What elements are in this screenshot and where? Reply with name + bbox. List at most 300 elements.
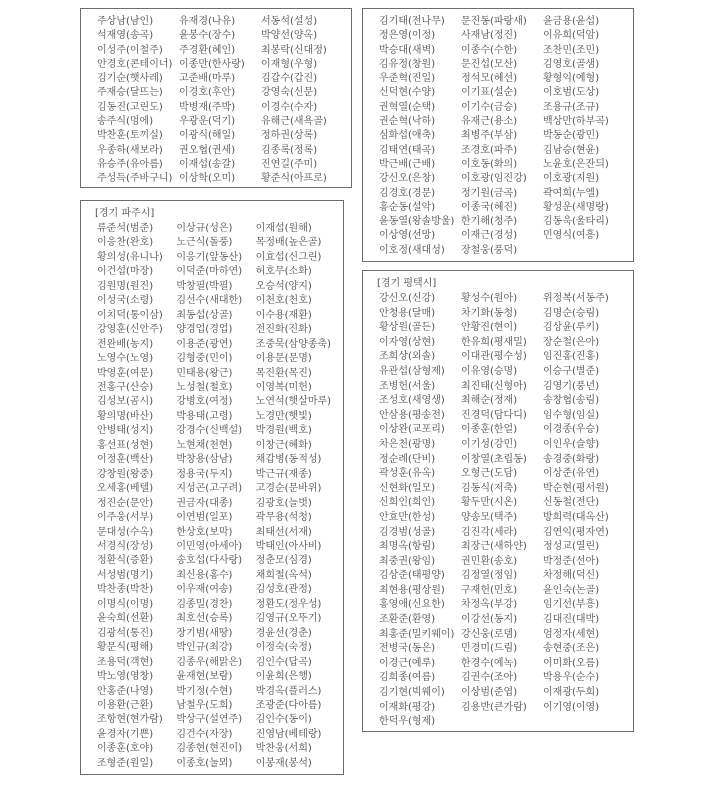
name-entry: 황의명(바산) [97, 410, 154, 422]
name-entry: 최명옥(항림) [379, 541, 436, 553]
name-entry: 이미화(오름) [543, 657, 600, 669]
name-entry: 민태용(왕근) [176, 367, 233, 379]
name-entry: 정용국(두지) [176, 468, 233, 480]
name-entry: 송호섭(다사랑) [176, 555, 243, 567]
name-entry: 박승대(새벽) [379, 44, 436, 56]
name-entry: 윤숙희(선환) [97, 613, 154, 625]
name-entry: 이용준(광연) [176, 338, 233, 350]
name-entry: 한유희(평새밀) [461, 336, 527, 348]
name-entry: 차은천(광명) [379, 438, 436, 450]
name-entry: 안병태(성지) [97, 425, 154, 437]
name-entry: 차정옥(부강) [461, 599, 518, 611]
name-entry: 안삼용(평송전) [379, 409, 445, 421]
name-entry: 신현화(일모) [379, 482, 436, 494]
name-column-3 [261, 15, 343, 187]
name-column-2 [461, 292, 543, 730]
name-entry: 정기원(금곡) [461, 187, 518, 199]
name-entry: 김갑수(갑진) [261, 73, 318, 85]
name-entry: 위정복(서동주) [543, 293, 609, 304]
name-entry: 이용문(문명) [255, 353, 312, 365]
name-entry: 곽무용(석청) [255, 512, 312, 524]
name-entry: 조중묵(삼양종축) [255, 338, 332, 350]
name-entry: 전완배(농지) [97, 338, 154, 350]
name-entry: 유재근(용소) [461, 116, 518, 128]
name-entry: 민영식(여흥) [543, 230, 600, 242]
name-entry: 이유희(덕암) [543, 30, 600, 42]
name-entry: 조경호(파주) [461, 144, 518, 156]
name-entry: 강병호(여정) [176, 396, 233, 408]
name-entry: 조용규(조규) [543, 101, 600, 113]
name-entry: 주상남(남인) [97, 16, 154, 27]
name-entry: 김명순(승림) [543, 307, 600, 319]
name-entry: 문진동(파랑새) [461, 16, 527, 27]
name-entry: 김태연(태곡) [379, 144, 436, 156]
name-entry: 유재경(나유) [179, 16, 236, 27]
name-entry: 안황진(현이) [461, 322, 518, 334]
name-entry: 정환도(정우성) [255, 598, 322, 610]
name-entry: 황문식(평해) [97, 642, 154, 654]
name-entry: 박용태(고령) [176, 410, 233, 422]
name-entry: 박인규(최강) [176, 642, 233, 654]
name-entry: 정하권(상록) [261, 130, 318, 142]
name-entry: 이경호(후안) [179, 87, 236, 99]
name-entry: 심화섭(애축) [379, 130, 436, 142]
name-entry: 백상만(하부곡) [543, 116, 609, 128]
name-entry: 노경만(햇빛) [255, 410, 312, 422]
name-entry: 김기태(전나무) [379, 16, 445, 27]
name-entry: 신희인(희인) [379, 497, 436, 509]
region-label-pyeongtaek: [경기 평택시] [377, 278, 437, 289]
name-entry: 김경호(경문) [379, 187, 436, 199]
name-entry: 김기현(빅웨이) [379, 687, 445, 699]
name-entry: 서동석(설성) [261, 16, 318, 27]
name-entry: 양경업(경업) [176, 324, 233, 336]
name-entry: 차정해(덕신) [543, 570, 600, 582]
name-entry: 한덕우(형제) [379, 716, 436, 728]
name-entry: 이상범(준엽) [461, 687, 518, 699]
name-entry: 김권수(조아) [461, 672, 518, 684]
name-entry: 윤인숙(논골) [543, 584, 600, 596]
name-entry: 홍영애(신요한) [379, 599, 445, 611]
name-entry: 이창근(혜화) [255, 439, 312, 451]
name-entry: 이수용(재환) [255, 309, 312, 321]
name-column-1 [97, 222, 176, 771]
name-entry: 조형준(원일) [97, 757, 154, 769]
name-entry: 이종국(혜진) [461, 201, 518, 213]
name-entry: 이유영(승명) [461, 365, 518, 377]
name-entry: 이호광(지원) [543, 173, 600, 185]
name-entry: 임수형(임실) [543, 409, 600, 421]
name-column-3 [256, 222, 335, 771]
name-entry: 김건수(자장) [176, 728, 233, 740]
name-entry: 이호광(임진강) [461, 173, 527, 185]
name-entry: 이자영(상현) [379, 336, 436, 348]
name-entry: 최장근(새하얀) [461, 541, 527, 553]
name-entry: 윤금용(윤섭) [543, 16, 600, 27]
name-entry: 문진섭(모산) [461, 58, 518, 70]
name-entry: 오세홍(베텔) [97, 483, 154, 495]
name-entry: 신덕현(수양) [379, 87, 436, 99]
name-entry: 차기화(동청) [461, 307, 518, 319]
name-entry: 김종밀(경찬) [176, 598, 233, 610]
name-entry: 진연길(주미) [261, 158, 318, 170]
name-entry: 이경근(예루) [379, 657, 436, 669]
name-entry: 조용덕(객현) [97, 656, 154, 668]
name-entry: 이종만(한사랑) [179, 58, 245, 70]
name-list-box-pyeongtaek [362, 270, 634, 732]
name-entry: 오형근(도담) [461, 468, 518, 480]
name-entry: 이재근(경성) [461, 230, 518, 242]
name-entry: 권오협(권세) [179, 144, 236, 156]
name-entry: 한상호(보막) [176, 526, 233, 538]
name-entry: 김기순(햇사레) [97, 73, 163, 85]
name-columns [81, 221, 343, 771]
name-entry: 안경호(콘테이너) [97, 58, 173, 70]
name-entry: 이강선(동지) [461, 614, 518, 626]
name-entry: 황성수(원아) [461, 293, 518, 304]
name-entry: 우종하(새보라) [97, 144, 163, 156]
name-entry: 송창협(송림) [543, 395, 600, 407]
name-entry: 최동섭(상골) [176, 309, 233, 321]
name-entry: 박경옥(플러스) [255, 685, 322, 697]
name-entry: 이주웅(서부) [97, 512, 154, 524]
name-entry: 전진화(진화) [255, 324, 312, 336]
name-entry: 이호정(새대성) [379, 244, 445, 256]
name-entry: 이상완(교포리) [379, 424, 445, 436]
name-entry: 김종록(정록) [261, 144, 318, 156]
name-entry: 조광준(다아름) [255, 699, 322, 711]
name-entry: 황상원(골든) [379, 322, 436, 334]
name-entry: 이광식(해일) [179, 130, 236, 142]
name-entry: 박병재(주박) [179, 101, 236, 113]
name-entry: 최해순(정재) [461, 395, 518, 407]
name-entry: 이호동(화의) [461, 158, 518, 170]
name-entry: 김경범(성골) [379, 526, 436, 538]
name-entry: 이용환(근환) [97, 699, 154, 711]
name-entry: 이정훈(백산) [97, 454, 154, 466]
name-entry: 이상학(오미) [179, 173, 236, 185]
name-list-box-top-left [80, 8, 352, 188]
name-entry: 진영남(베테랑) [255, 728, 322, 740]
name-list-box-top-right [362, 8, 634, 262]
name-entry: 김상윤(루키) [543, 322, 600, 334]
name-entry: 이인우(슬향) [543, 438, 600, 450]
name-column-1 [379, 15, 461, 258]
name-entry: 김연익(평자연) [543, 526, 609, 538]
name-entry: 김영규(오뚜기) [255, 613, 322, 625]
name-entry: 이덕준(마하연) [176, 266, 243, 278]
name-entry: 안효만(한성) [379, 511, 436, 523]
name-entry: 우준혁(진일) [379, 73, 436, 85]
name-entry: 한경수(예녹) [461, 657, 518, 669]
name-entry: 김유정(창원) [379, 58, 436, 70]
name-entry: 김희종(여름) [379, 672, 436, 684]
name-column-3 [543, 15, 625, 258]
name-entry: 이창열(초립동) [461, 453, 527, 465]
name-entry: 박정준(선아) [543, 555, 600, 567]
name-entry: 정석모(혜선) [461, 73, 518, 85]
name-entry: 이명식(이명) [97, 598, 154, 610]
name-entry: 목진환(목진) [255, 367, 312, 379]
name-entry: 목정배(높은골) [255, 237, 322, 249]
name-entry: 안홍준(나영) [97, 685, 154, 697]
name-entry: 김진각(세라) [461, 526, 518, 538]
name-entry: 강영훈(신안주) [97, 324, 163, 336]
name-entry: 조항현(현가람) [97, 714, 163, 726]
name-entry: 남철우(도희) [176, 699, 233, 711]
name-entry: 홍순동(설악) [379, 201, 436, 213]
name-entry: 정진순(문안) [97, 497, 154, 509]
name-entry: 노영수(노영) [97, 353, 154, 365]
name-entry: 이천호(천호) [255, 295, 312, 307]
name-column-1 [379, 292, 461, 730]
name-entry: 신동철(전단) [543, 497, 600, 509]
name-entry: 최봉락(신대정) [261, 44, 327, 56]
name-entry: 박영훈(여문) [97, 367, 154, 379]
name-entry: 박경원(백호) [255, 425, 312, 437]
name-entry: 강신웅(로뎀) [461, 628, 518, 640]
name-entry: 조병헌(서울) [379, 380, 436, 392]
name-entry: 김인수(답곡) [255, 656, 312, 668]
name-entry: 주재승(달뜨는) [97, 87, 163, 99]
name-entry: 김성호(관정) [255, 584, 312, 596]
name-entry: 고준배(마루) [179, 73, 236, 85]
name-entry: 최현용(평상원) [379, 584, 445, 596]
name-entry: 허호무(소화) [255, 266, 312, 278]
name-entry: 우광운(덕기) [179, 116, 236, 128]
name-entry: 고경순(문바위) [255, 483, 322, 495]
name-entry: 장기범(새땅) [176, 627, 233, 639]
name-entry: 김정열(정임) [461, 570, 518, 582]
name-entry: 최병주(부삼) [461, 130, 518, 142]
name-entry: 오승석(양지) [255, 280, 312, 292]
name-entry: 이경종(우승) [543, 424, 600, 436]
name-entry: 이기표(설순) [461, 87, 518, 99]
name-entry: 김남승(현윤) [543, 144, 600, 156]
name-entry: 강경수(신백설) [176, 425, 243, 437]
name-entry: 이기성(강민) [461, 438, 518, 450]
name-entry: 양송모(택주) [461, 511, 518, 523]
name-entry: 구재헌(민호) [461, 584, 518, 596]
name-entry: 임진홍(진홍) [543, 351, 600, 363]
name-entry: 황의성(유니나) [97, 251, 163, 263]
name-entry: 박용우(순수) [543, 672, 600, 684]
name-entry: 박양선(양옥) [261, 30, 318, 42]
name-entry: 정춘모(심경) [255, 555, 312, 567]
name-entry: 주경환(혜인) [179, 44, 236, 56]
name-entry: 정은영(이정) [379, 30, 436, 42]
name-columns [363, 9, 633, 258]
name-entry: 노윤호(은잔듸) [543, 158, 609, 170]
name-column-2 [179, 15, 261, 187]
name-entry: 김영호(골샘) [543, 58, 600, 70]
name-entry: 이재섭(원해) [255, 223, 312, 234]
name-entry: 유승주(유아름) [97, 158, 163, 170]
name-entry: 이재형(우형) [261, 58, 318, 70]
name-entry: 전홍구(산승) [97, 381, 154, 393]
name-entry: 박순현(평서원) [543, 482, 609, 494]
name-entry: 임기선(부흥) [543, 599, 600, 611]
name-entry: 조환준(환영) [379, 614, 436, 626]
name-entry: 권민환(송호) [461, 555, 518, 567]
name-entry: 김상준(태평양) [379, 570, 445, 582]
name-entry: 류준석(범준) [97, 223, 154, 234]
name-entry: 김광석(통진) [97, 627, 154, 639]
name-entry: 최홍준(밀키웨이) [379, 628, 455, 640]
name-entry: 박찬종(박찬) [97, 584, 154, 596]
name-entry: 김선수(새대한) [176, 295, 243, 307]
name-entry: 장순철(은아) [543, 336, 600, 348]
name-list-box-paju [80, 200, 344, 775]
name-column-2 [461, 15, 543, 258]
name-entry: 홍선표(성현) [97, 439, 154, 451]
name-entry: 이민영(아세아) [176, 540, 243, 552]
name-entry: 안청용(달매) [379, 307, 436, 319]
name-entry: 경윤선(경춘) [255, 627, 312, 639]
name-entry: 채갑병(동적성) [255, 454, 322, 466]
name-entry: 이재화(평강) [379, 701, 436, 713]
name-entry: 박창필(박필) [176, 280, 233, 292]
name-entry: 김동식(저축) [461, 482, 518, 494]
name-entry: 송현중(조은) [543, 643, 600, 655]
name-entry: 박창용(삼남) [176, 454, 233, 466]
name-entry: 유관섭(삼형제) [379, 365, 445, 377]
name-column-2 [176, 222, 255, 771]
name-column-1 [97, 15, 179, 187]
name-entry: 김인수(동이) [255, 714, 312, 726]
name-entry: 이대관(평수성) [461, 351, 527, 363]
name-entry: 조희상(외솔) [379, 351, 436, 363]
name-entry: 박근규(재종) [255, 468, 312, 480]
name-entry: 이정숙(숙정) [255, 642, 312, 654]
name-columns [363, 291, 633, 730]
name-entry: 이연범(일포) [176, 512, 233, 524]
name-entry: 이기수(금승) [461, 101, 518, 113]
name-entry: 윤봉수(장수) [179, 30, 236, 42]
name-entry: 이기영(이영) [543, 701, 600, 713]
name-entry: 황준식(아프로) [261, 173, 327, 185]
name-entry: 강신오(신강) [379, 293, 436, 304]
name-entry: 김성보(곰시) [97, 396, 154, 408]
name-entry: 박찬훈(토끼실) [97, 130, 163, 142]
name-entry: 이응찬(완호) [97, 237, 154, 249]
name-entry: 노근식(돌풍) [176, 237, 233, 249]
name-entry: 권혁열(순택) [379, 101, 436, 113]
name-entry: 조성호(새영생) [379, 395, 445, 407]
name-entry: 박노영(영창) [97, 671, 154, 683]
name-entry: 곽여희(누엘) [543, 187, 600, 199]
name-entry: 김형중(민이) [176, 353, 233, 365]
name-entry: 한기해(청주) [461, 216, 518, 228]
name-entry: 이종호(눌뫼) [176, 757, 233, 769]
name-columns [81, 9, 351, 187]
name-entry: 김종우(해맑은) [176, 656, 243, 668]
name-entry: 권순혁(낙하) [379, 116, 436, 128]
name-entry: 석재영(송곡) [97, 30, 154, 42]
name-entry: 박근배(근배) [379, 158, 436, 170]
name-entry: 황형익(예형) [543, 73, 600, 85]
name-entry: 이재섭(송갈) [179, 158, 236, 170]
name-entry: 김광호(늘벗) [255, 497, 312, 509]
name-entry: 이영복(미헌) [255, 381, 312, 393]
name-entry: 강영숙(신문) [261, 87, 318, 99]
name-entry: 채희철(옥석) [255, 569, 312, 581]
name-entry: 이우재(여송) [176, 584, 233, 596]
name-entry: 이종수(수한) [461, 44, 518, 56]
name-entry: 이성주(이철주) [97, 44, 163, 56]
name-entry: 박태인(아사비) [255, 540, 322, 552]
name-entry: 노연석(햇살마루) [255, 396, 332, 408]
name-entry: 주성득(주바구니) [97, 173, 173, 185]
name-entry: 윤경자(기쁜) [97, 728, 154, 740]
name-entry: 전병국(동은) [379, 643, 436, 655]
name-entry: 정성교(열린) [543, 541, 600, 553]
name-entry: 문대성(수옥) [97, 526, 154, 538]
name-entry: 김대진(대박) [543, 614, 600, 626]
name-entry: 이승구(별준) [543, 365, 600, 377]
name-entry: 이경수(수자) [261, 101, 318, 113]
name-entry: 이상영(선망) [379, 230, 436, 242]
name-entry: 강창원(왕중) [97, 468, 154, 480]
name-entry: 진경덕(담다디) [461, 409, 527, 421]
name-entry: 이치덕(통이삼) [97, 309, 163, 321]
name-entry: 김원명(원진) [97, 280, 154, 292]
name-entry: 박동순(광민) [543, 130, 600, 142]
name-entry: 조찬민(조민) [543, 44, 600, 56]
name-entry: 곽성훈(유옥) [379, 468, 436, 480]
name-entry: 황성운(새명랑) [543, 201, 609, 213]
name-entry: 민경미(드림) [461, 643, 518, 655]
name-entry: 정환식(증환) [97, 555, 154, 567]
name-entry: 정순례(단비) [379, 453, 436, 465]
name-entry: 송주식(멍에) [97, 116, 154, 128]
name-entry: 이윤희(은행) [255, 671, 312, 683]
name-entry: 이봉재(봉석) [255, 757, 312, 769]
name-entry: 서경식(장성) [97, 540, 154, 552]
name-entry: 최중권(왕임) [379, 555, 436, 567]
name-entry: 최진태(신형아) [461, 380, 527, 392]
name-entry: 김종현(현진이) [176, 743, 243, 755]
name-entry: 김영기(풍년) [543, 380, 600, 392]
name-entry: 이종훈(한얼) [461, 424, 518, 436]
name-entry: 이응기(앞동산) [176, 251, 243, 263]
name-entry: 이상준(유연) [543, 468, 600, 480]
name-entry: 강신오(은창) [379, 173, 436, 185]
name-entry: 최호선(승록) [176, 613, 233, 625]
region-label-paju: [경기 파주시] [95, 208, 155, 219]
name-entry: 황두만(시온) [461, 497, 518, 509]
name-entry: 이상규(성은) [176, 223, 233, 234]
name-entry: 김용반(큰가람) [461, 701, 527, 713]
name-entry: 지성곤(고구려) [176, 483, 243, 495]
name-entry: 김동진(고린도) [97, 101, 163, 113]
name-entry: 장철웅(풍덕) [461, 244, 518, 256]
name-entry: 방희력(대옥산) [543, 511, 609, 523]
name-entry: 엄정자(세현) [543, 628, 600, 640]
name-entry: 노성철(철호) [176, 381, 233, 393]
name-entry: 최신용(홍수) [176, 569, 233, 581]
name-entry: 김동욱(울타리) [543, 216, 609, 228]
name-entry: 최태선(서재) [255, 526, 312, 538]
name-entry: 이재광(두희) [543, 687, 600, 699]
name-column-3 [543, 292, 625, 730]
name-entry: 노현채(천현) [176, 439, 233, 451]
name-entry: 이종훈(호야) [97, 743, 154, 755]
name-entry: 서성범(명기) [97, 569, 154, 581]
name-entry: 이호범(도상) [543, 87, 600, 99]
name-entry: 유해근(새욕골) [261, 116, 327, 128]
name-entry: 박찬웅(서희) [255, 743, 312, 755]
